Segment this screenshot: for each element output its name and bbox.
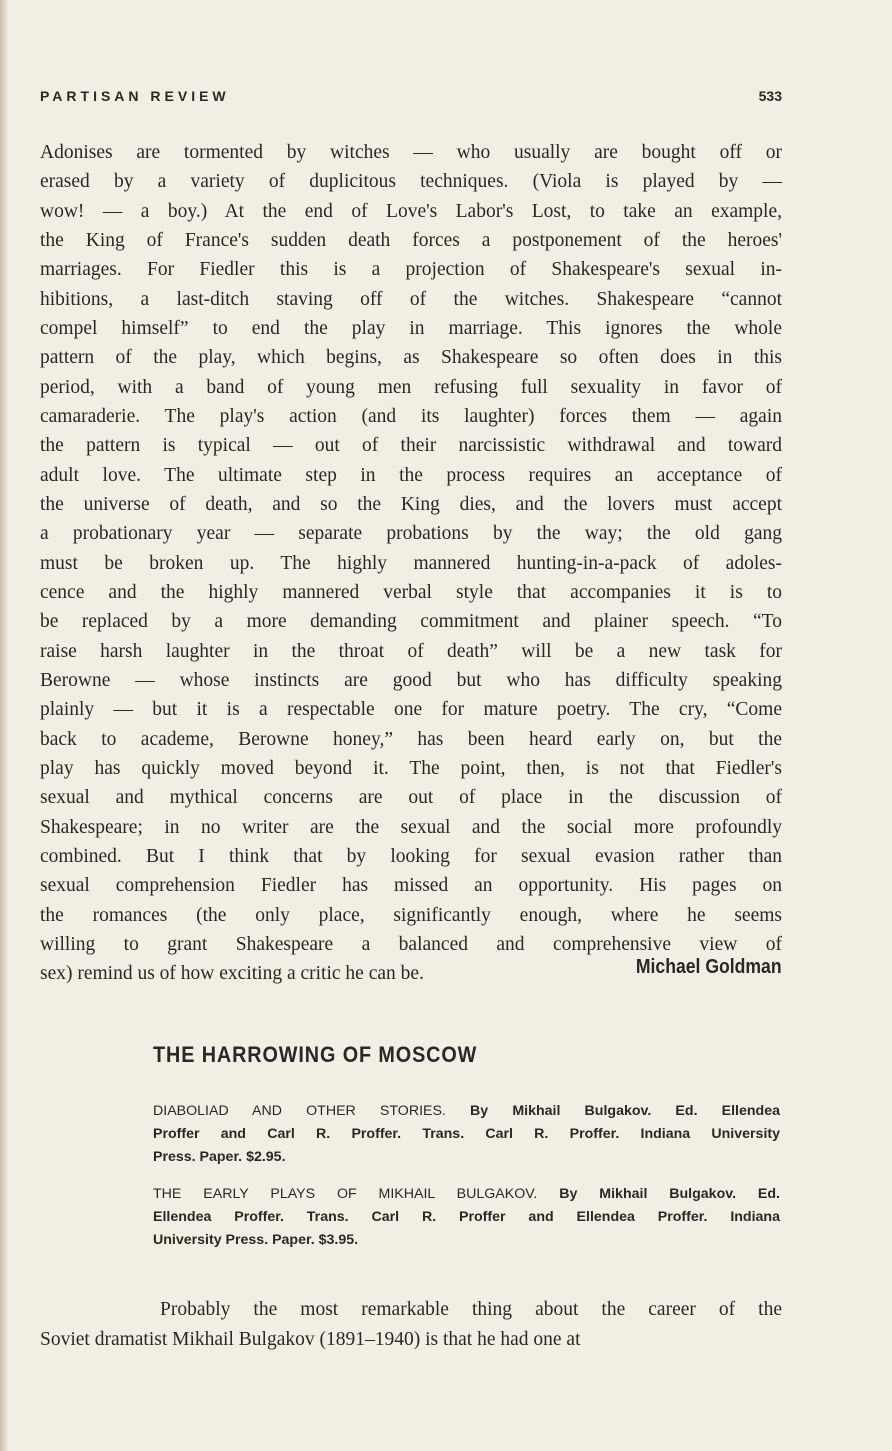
text-line: Berowne — whose instincts are good but who has difficulty speaking — [40, 669, 782, 691]
text-line: Ellendea Proffer. Trans. Carl R. Proffer and Ellendea Proffer. Indiana — [153, 1209, 780, 1225]
text-line: marriages. For Fiedler this is a projection of Shakespeare's sexual in- — [40, 259, 782, 281]
text-line: sex) remind us of how exciting a critic he can be. — [40, 963, 424, 985]
bibliography-entry — [153, 1100, 780, 1169]
text-line: the universe of death, and so the King dies, and the lovers must accept — [40, 493, 782, 515]
text-line: adult love. The ultimate step in the process requires an acceptance of — [40, 464, 782, 486]
text-line: the romances (the only place, significantly enough, where he seems — [40, 904, 782, 926]
bibliography-entry — [153, 1183, 780, 1252]
text-line: plainly — but it is a respectable one for mature poetry. The cry, “Come — [40, 699, 782, 721]
text-line: play has quickly moved beyond it. The point, then, is not that Fiedler's — [40, 757, 782, 779]
text-line: the pattern is typical — out of their narcissistic withdrawal and toward — [40, 435, 782, 457]
page-edge — [0, 0, 8, 1451]
text-line: THE EARLY PLAYS OF MIKHAIL BULGAKOV. By Mikhail Bulgakov. Ed. — [153, 1186, 780, 1202]
text-line: Probably the most remarkable thing about the career of the — [160, 1299, 782, 1320]
text-line: Press. Paper. $2.95. — [153, 1149, 286, 1165]
text-line: DIABOLIAD AND OTHER STORIES. By Mikhail Bulgakov. Ed. Ellendea — [153, 1103, 780, 1119]
text-line: Adonises are tormented by witches — who usually are bought off or — [40, 142, 782, 163]
text-line: back to academe, Berowne honey,” has been heard early on, but the — [40, 728, 782, 750]
author-signature: Michael Goldman — [636, 956, 782, 978]
text-line: willing to grant Shakespeare a balanced and comprehensive view of — [40, 933, 782, 955]
review-paragraph — [40, 1295, 782, 1355]
text-line: hibitions, a last-ditch staving off of the witches. Shakespeare “cannot — [40, 288, 782, 310]
text-line: sexual and mythical concerns are out of place in the discussion of — [40, 787, 782, 809]
running-header — [40, 88, 782, 104]
text-line: must be broken up. The highly mannered hunting-in-a-pack of adoles- — [40, 552, 782, 574]
text-line: pattern of the play, which begins, as Shakespeare so often does in this — [40, 347, 782, 369]
text-line: a probationary year — separate probations by the way; the old gang — [40, 523, 782, 545]
page-number: 533 — [758, 88, 782, 104]
journal-title: PARTISAN REVIEW — [40, 88, 230, 104]
text-line: wow! — a boy.) At the end of Love's Labor's Lost, to take an example, — [40, 200, 782, 222]
text-line: cence and the highly mannered verbal style that accompanies it is to — [40, 581, 782, 603]
text-line: University Press. Paper. $3.95. — [153, 1232, 359, 1248]
review-paragraph — [40, 138, 782, 989]
section-title: THE HARROWING OF MOSCOW — [153, 1042, 478, 1067]
text-line: erased by a variety of duplicitous techniques. (Viola is played by — — [40, 171, 782, 193]
text-line: raise harsh laughter in the throat of death” will be a new task for — [40, 640, 782, 662]
text-line: Proffer and Carl R. Proffer. Trans. Carl R. Proffer. Indiana University — [153, 1126, 780, 1142]
text-line: compel himself” to end the play in marriage. This ignores the whole — [40, 317, 782, 339]
text-line: combined. But I think that by looking for sexual evasion rather than — [40, 845, 782, 867]
text-line: period, with a band of young men refusing full sexuality in favor of — [40, 376, 782, 398]
text-line: be replaced by a more demanding commitment and plainer speech. “To — [40, 611, 782, 633]
text-line: camaraderie. The play's action (and its laughter) forces them — again — [40, 405, 782, 427]
text-line: sexual comprehension Fiedler has missed an opportunity. His pages on — [40, 875, 782, 897]
text-line: the King of France's sudden death forces a postponement of the heroes' — [40, 229, 782, 251]
text-line: Soviet dramatist Mikhail Bulgakov (1891–1940) is that he had one at — [40, 1329, 581, 1350]
text-line: Shakespeare; in no writer are the sexual and the social more profoundly — [40, 816, 782, 838]
